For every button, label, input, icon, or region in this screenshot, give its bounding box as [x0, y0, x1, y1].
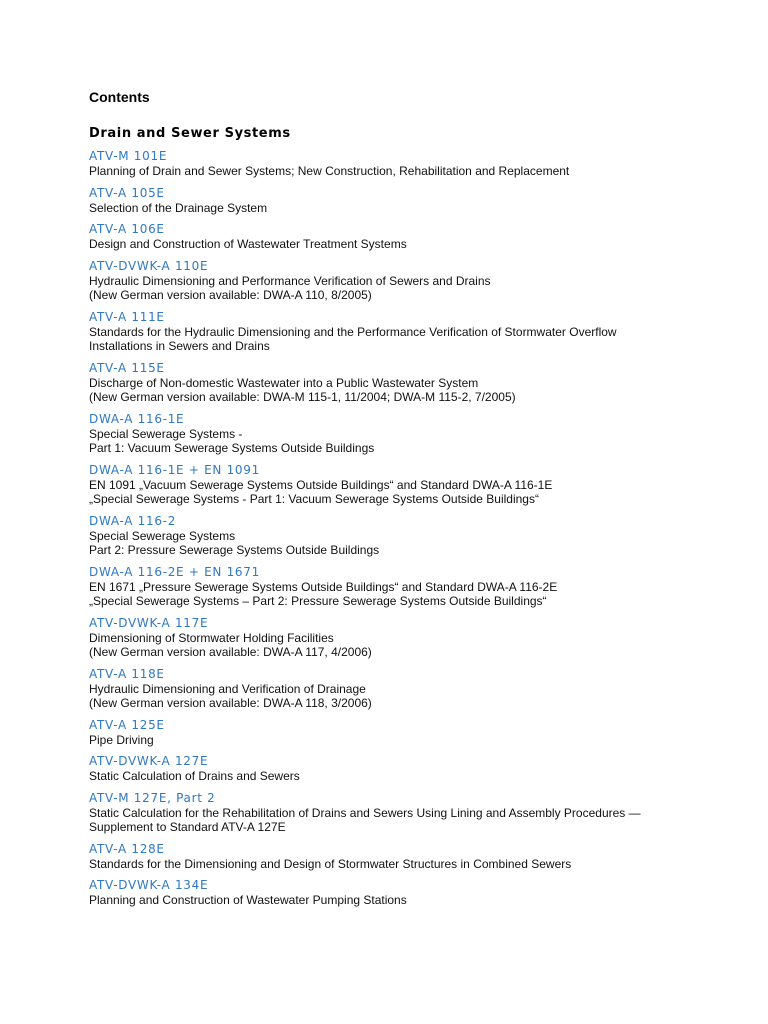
standard-code-link[interactable]: DWA-A 116-2	[89, 513, 177, 528]
list-item	[89, 615, 749, 660]
standard-code-link[interactable]: ATV-M 101E	[89, 149, 168, 163]
list-item	[89, 841, 749, 872]
entry-description-line: EN 1671 „Pressure Sewerage Systems Outside Buildings“ and Standard DWA-A 116-2E	[89, 579, 558, 594]
contents-page	[89, 88, 749, 914]
standard-code-link[interactable]: ATV-A 111E	[89, 309, 165, 324]
entry-description-line: Discharge of Non-domestic Wastewater into a Public Wastewater System	[89, 375, 479, 390]
entry-description-line: Hydraulic Dimensioning and Performance Verification of Sewers and Drains	[89, 273, 491, 288]
entry-description-line: (New German version available: DWA-A 117, 4/2006)	[89, 645, 372, 659]
entry-description-line: Supplement to Standard ATV-A 127E	[89, 820, 286, 834]
list-item	[89, 564, 749, 609]
standard-code-link[interactable]: ATV-M 127E, Part 2	[89, 790, 216, 805]
list-item	[89, 753, 749, 784]
standard-code-link[interactable]: ATV-DVWK-A 110E	[89, 258, 209, 273]
entry-description-line: Part 2: Pressure Sewerage Systems Outside Buildings	[89, 543, 380, 557]
entry-description-line: Planning and Construction of Wastewater Pumping Stations	[89, 893, 407, 907]
standard-code-link[interactable]: ATV-DVWK-A 127E	[89, 754, 209, 768]
contents-list	[89, 148, 749, 908]
standard-code-link[interactable]: ATV-A 128E	[89, 841, 165, 856]
list-item	[89, 666, 749, 711]
entry-description-line: Special Sewerage Systems -	[89, 426, 243, 441]
list-item	[89, 360, 749, 405]
entry-description-line: Planning of Drain and Sewer Systems; New Construction, Rehabilitation and Replacement	[89, 164, 570, 178]
standard-code-link[interactable]: ATV-A 125E	[89, 717, 165, 732]
entry-description-line: Standards for the Dimensioning and Design of Stormwater Structures in Combined Sewers	[89, 856, 572, 871]
entry-description-line: „Special Sewerage Systems – Part 2: Pressure Sewerage Systems Outside Buildings“	[89, 594, 547, 608]
list-item	[89, 185, 749, 216]
entry-description-line: Design and Construction of Wastewater Treatment Systems	[89, 237, 407, 251]
standard-code-link[interactable]: ATV-A 118E	[89, 666, 165, 681]
entry-description-line: Hydraulic Dimensioning and Verification of Drainage	[89, 681, 366, 696]
entry-description-line: (New German version available: DWA-M 115-1, 11/2004; DWA-M 115-2, 7/2005)	[89, 390, 516, 404]
list-item	[89, 148, 749, 179]
entry-description-line: Part 1: Vacuum Sewerage Systems Outside Buildings	[89, 441, 375, 455]
entry-description-line: Selection of the Drainage System	[89, 200, 268, 215]
entry-description-line: EN 1091 „Vacuum Sewerage Systems Outside Buildings“ and Standard DWA-A 116-1E	[89, 477, 553, 492]
standard-code-link[interactable]: DWA-A 116-1E + EN 1091	[89, 462, 260, 477]
standard-code-link[interactable]: ATV-DVWK-A 117E	[89, 615, 209, 630]
standard-code-link[interactable]: ATV-A 115E	[89, 360, 165, 375]
list-item	[89, 462, 749, 507]
list-item	[89, 411, 749, 456]
standard-code-link[interactable]: ATV-DVWK-A 134E	[89, 878, 209, 892]
list-item	[89, 258, 749, 303]
list-item	[89, 717, 749, 748]
standard-code-link[interactable]: DWA-A 116-2E + EN 1671	[89, 564, 260, 579]
standard-code-link[interactable]: DWA-A 116-1E	[89, 411, 185, 426]
list-item	[89, 221, 749, 252]
standard-code-link[interactable]: ATV-A 106E	[89, 222, 165, 236]
entry-description-line: Dimensioning of Stormwater Holding Facilities	[89, 630, 334, 645]
standard-code-link[interactable]: ATV-A 105E	[89, 185, 165, 200]
list-item	[89, 513, 749, 558]
entry-description-line: Static Calculation for the Rehabilitation of Drains and Sewers Using Lining and Assembly Procedures —	[89, 805, 641, 820]
entry-description-line: „Special Sewerage Systems - Part 1: Vacuum Sewerage Systems Outside Buildings“	[89, 492, 539, 506]
section-heading: Drain and Sewer Systems	[89, 126, 291, 141]
list-item	[89, 309, 749, 354]
list-item	[89, 877, 749, 908]
entry-description-line: (New German version available: DWA-A 118, 3/2006)	[89, 696, 372, 710]
entry-description-line: Standards for the Hydraulic Dimensioning and the Performance Verification of Stormwater Overflow	[89, 324, 617, 339]
entry-description-line: Static Calculation of Drains and Sewers	[89, 769, 300, 783]
list-item	[89, 790, 749, 835]
entry-description-line: Installations in Sewers and Drains	[89, 339, 270, 353]
page-title: Contents	[89, 89, 150, 105]
entry-description-line: Pipe Driving	[89, 732, 154, 747]
entry-description-line: (New German version available: DWA-A 110, 8/2005)	[89, 288, 372, 302]
entry-description-line: Special Sewerage Systems	[89, 528, 236, 543]
